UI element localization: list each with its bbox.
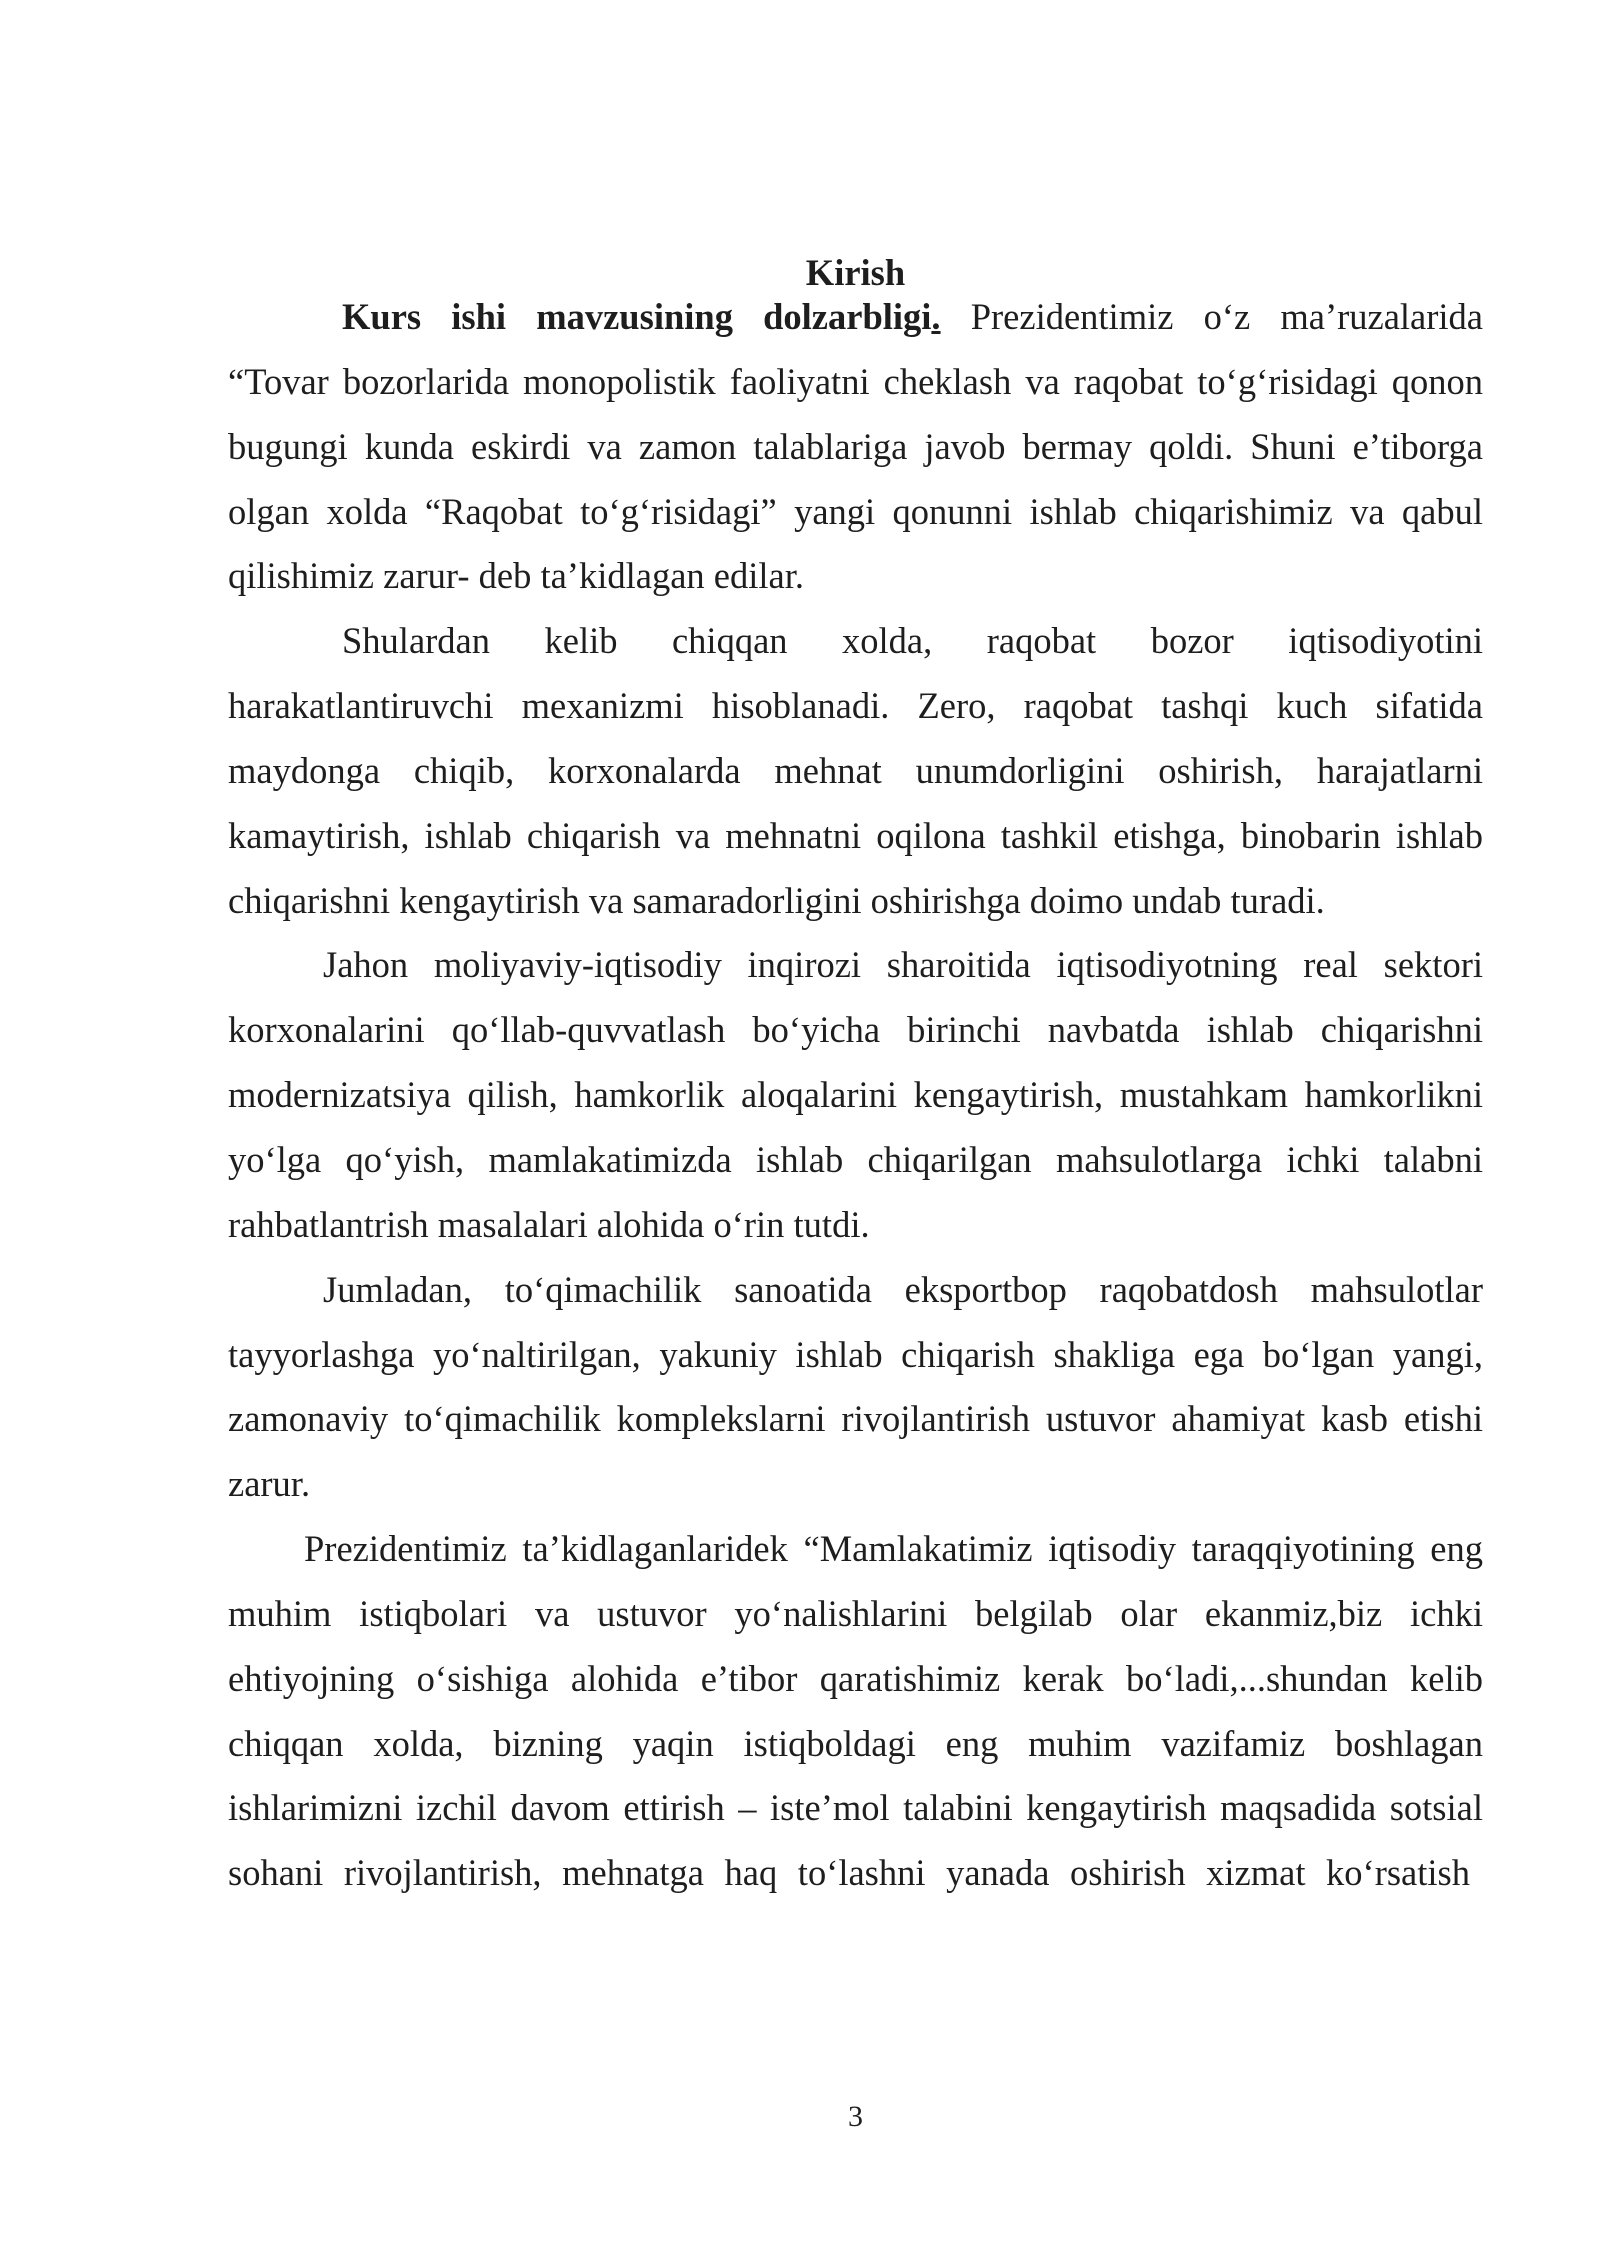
body-line: Prezidentimiz ta’kidlaganlaridek “Mamlakatimiz iqtisodiy taraqqiyotining eng <box>304 1528 1483 1570</box>
body-line-text: Prezidentimiz o‘z ma’ruzalarida <box>970 296 1483 337</box>
document-body <box>228 285 1483 1906</box>
body-line: Jahon moliyaviy-iqtisodiy inqirozi sharoitida iqtisodiyotning real sektori <box>323 944 1483 986</box>
paragraph-president-quote <box>228 1517 1483 1906</box>
page-number: 3 <box>848 2100 863 2133</box>
body-line: yo‘lga qo‘yish, mamlakatimizda ishlab chiqarilgan mahsulotlarga ichki talabni <box>228 1138 1483 1180</box>
body-line: “Tovar bozorlarida monopolistik faoliyatni cheklash va raqobat to‘g‘risidagi qonon <box>228 360 1483 402</box>
section-heading: Kurs ishi mavzusining dolzarbligi <box>342 296 932 337</box>
body-line: Shulardan kelib chiqqan xolda, raqobat bozor iqtisodiyotini <box>342 620 1483 662</box>
body-line <box>228 285 1483 350</box>
paragraph-relevance <box>228 285 1483 609</box>
section-heading-period: . <box>931 296 941 337</box>
paragraph-crisis <box>228 933 1483 1257</box>
body-line: chiqarishni kengaytirish va samaradorligini oshirishga doimo undab turadi. <box>228 879 1325 921</box>
body-line: zamonaviy to‘qimachilik komplekslarni rivojlantirish ustuvor ahamiyat kasb etishi <box>228 1398 1483 1440</box>
body-line: zarur. <box>228 1463 311 1505</box>
body-line: sohani rivojlantirish, mehnatga haq to‘lashni yanada oshirish xizmat ko‘rsatish <box>228 1852 1470 1894</box>
body-line: bugungi kunda eskirdi va zamon talablariga javob bermay qoldi. Shuni e’tiborga <box>228 425 1483 467</box>
body-line: olgan xolda “Raqobat to‘g‘risidagi” yangi qonunni ishlab chiqarishimiz va qabul <box>228 490 1483 532</box>
body-line: tayyorlashga yo‘naltirilgan, yakuniy ishlab chiqarish shakliga ega bo‘lgan yangi, <box>228 1333 1483 1375</box>
paragraph-competition <box>228 609 1483 933</box>
body-line: ehtiyojning o‘sishiga alohida e’tibor qaratishimiz kerak bo‘ladi,...shundan kelib <box>228 1657 1483 1699</box>
body-line: chiqqan xolda, bizning yaqin istiqboldagi eng muhim vazifamiz boshlagan <box>228 1722 1483 1764</box>
body-line: harakatlantiruvchi mexanizmi hisoblanadi. Zero, raqobat tashqi kuch sifatida <box>228 685 1483 727</box>
paragraph-textile <box>228 1258 1483 1517</box>
page-title: Kirish <box>805 252 906 293</box>
body-line: korxonalarini qo‘llab-quvvatlash bo‘yicha birinchi navbatda ishlab chiqarishni <box>228 1009 1483 1051</box>
body-line: Jumladan, to‘qimachilik sanoatida eksportbop raqobatdosh mahsulotlar <box>323 1268 1483 1310</box>
body-line: kamaytirish, ishlab chiqarish va mehnatni oqilona tashkil etishga, binobarin ishlab <box>228 814 1483 856</box>
body-line: ishlarimizni izchil davom ettirish – iste’mol talabini kengaytirish maqsadida sotsial <box>228 1787 1483 1829</box>
body-line: qilishimiz zarur- deb ta’kidlagan edilar. <box>228 555 804 597</box>
body-line: modernizatsiya qilish, hamkorlik aloqalarini kengaytirish, mustahkam hamkorlikni <box>228 1074 1483 1116</box>
body-line: muhim istiqbolari va ustuvor yo‘nalishlarini belgilab olar ekanmiz,biz ichki <box>228 1592 1483 1634</box>
body-line: rahbatlantrish masalalari alohida o‘rin tutdi. <box>228 1203 870 1245</box>
body-line: maydonga chiqib, korxonalarda mehnat unumdorligini oshirish, harajatlarni <box>228 749 1483 791</box>
